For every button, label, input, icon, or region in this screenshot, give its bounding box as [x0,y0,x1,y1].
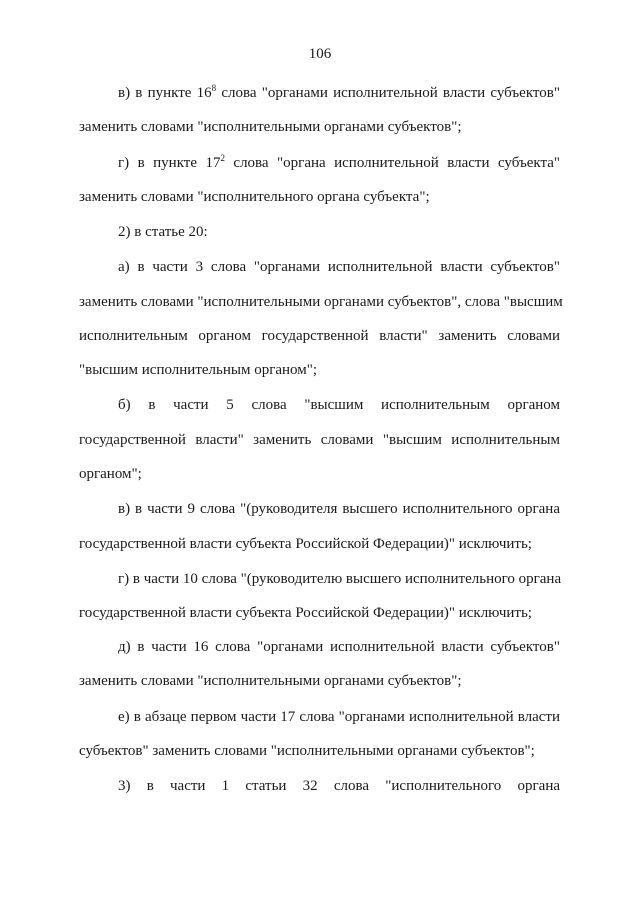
text-line-18: заменить словами "исполнительными органами субъектов"; [79,673,462,689]
text-line-6: а) в части 3 слова "органами исполнительной власти субъектов" [118,259,560,275]
page-number: 106 [308,46,332,62]
text-line-13: в) в части 9 слова "(руководителя высшего исполнительного органа [118,501,560,517]
text-line-1: в) в пункте $16^8$ слова "органами исполнительной власти субъектов" [118,83,560,101]
text-line-16: государственной власти субъекта Российской Федерации)" исключить; [79,605,532,621]
text-line-2: заменить словами "исполнительными органами субъектов"; [79,119,462,135]
text-line-15: г) в части 10 слова "(руководителю высшего исполнительного органа [118,571,562,587]
text-line-9: "высшим исполнительным органом"; [79,362,318,378]
text-line-3: г) в пункте $17^2$ слова "органа исполнительной власти субъекта" [118,153,560,171]
text-line-11: государственной власти" заменить словами "высшим исполнительным [79,432,560,448]
text-line-10: б) в части 5 слова "высшим исполнительным органом [118,397,560,413]
text-line-21: 3) в части 1 статьи 32 слова "исполнительного органа [118,778,560,794]
text-line-12: органом"; [79,466,142,482]
text-line-7: заменить словами "исполнительными органами субъектов", слова "высшим [79,294,563,310]
text-line-17: д) в части 16 слова "органами исполнительной власти субъектов" [118,639,560,655]
text-line-8: исполнительным органом государственной власти" заменить словами [79,328,560,344]
text-line-14: государственной власти субъекта Российской Федерации)" исключить; [79,536,532,552]
text-line-4: заменить словами "исполнительного органа субъекта"; [79,189,430,205]
text-line-19: е) в абзаце первом части 17 слова "органами исполнительной власти [118,709,560,725]
text-line-20: субъектов" заменить словами "исполнительными органами субъектов"; [79,743,535,759]
text-line-5: 2) в статье 20: [118,224,208,240]
